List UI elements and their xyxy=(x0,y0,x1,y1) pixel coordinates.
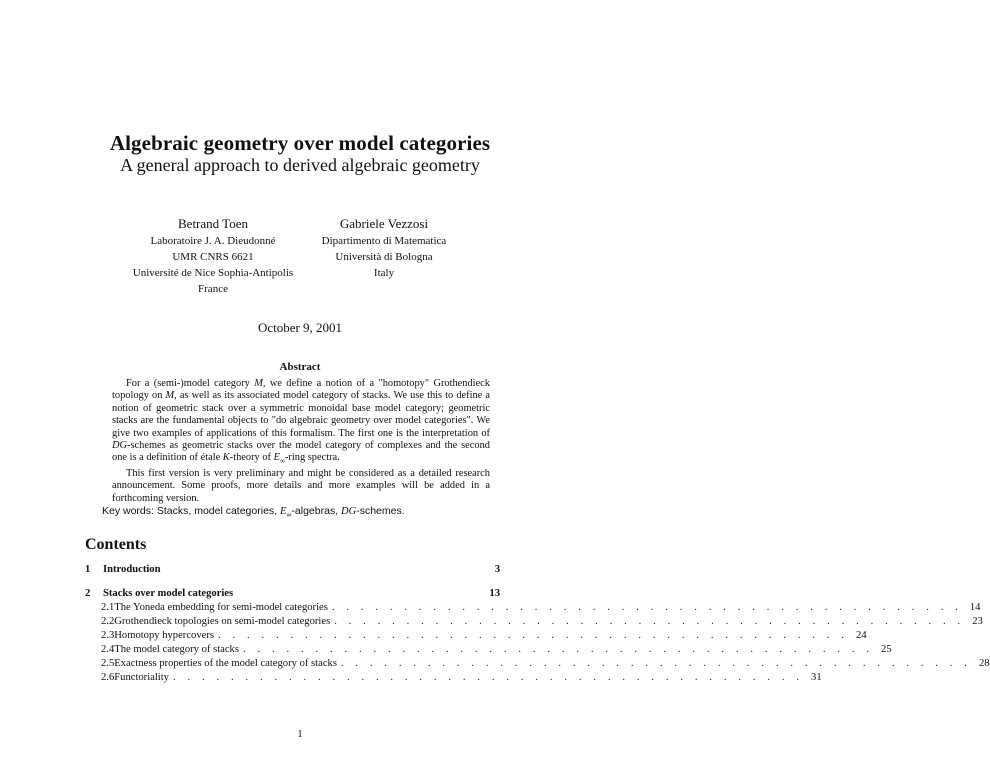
toc-entry-homotopy-hypercovers[interactable]: 2.3 Homotopy hypercovers . . . . . . . . . . . . . . . . . . . . . . . . . . . . . . . . . . . . . . . . . . . . 24 xyxy=(101,630,867,641)
abstract-paragraph: For a (semi-)model category M, we define a notion of a "homotopy" Grothendieck topology on M, as well as its associated model category of stacks. We use this to define a notion of geometric stack over a symmetric monoidal base model category; geometric stacks are the fundamental objects to "do algebraic geometry over model categories". We give two examples of applications of this formalism. The first one is the interpretation of DG-schemes as geometric stacks over the model category of complexes and the second one is a definition of étale K-theory of $E_\infty$-ring spectra. xyxy=(112,378,490,466)
toc-entry-exactness-properties[interactable]: 2.5 Exactness properties of the model category of stacks . . . . . . . . . . . . . . . . . . . . . . . . . . . . . . . . . . . . . . . . . . . . 28 xyxy=(101,658,990,669)
abstract-heading: Abstract xyxy=(279,361,321,373)
toc-entry-stacks-over-model-categories[interactable]: 2 Stacks over model categories 13 xyxy=(85,588,500,599)
author-affiliation-line: France xyxy=(198,283,228,295)
contents-heading: Contents xyxy=(85,536,147,553)
author-block-vezzosi xyxy=(318,215,450,281)
author-affiliation-line: Université de Nice Sophia-Antipolis xyxy=(132,267,294,279)
paper-subtitle: A general approach to derived algebraic geometry xyxy=(120,155,480,175)
author-affiliation-line: Italy xyxy=(373,267,395,279)
author-affiliation-line: Università di Bologna xyxy=(335,251,433,263)
author-affiliation-line: Laboratoire J. A. Dieudonné xyxy=(150,235,276,247)
page-number: 1 xyxy=(297,728,303,740)
toc-entry-model-category-of-stacks[interactable]: 2.4 The model category of stacks . . . . . . . . . . . . . . . . . . . . . . . . . . . . . . . . . . . . . . . . . . . . 25 xyxy=(101,644,892,655)
toc-entry-functoriality[interactable]: 2.6 Functoriality . . . . . . . . . . . . . . . . . . . . . . . . . . . . . . . . . . . . . . . . . . . . 31 xyxy=(101,672,822,683)
author-affiliation-line: Dipartimento di Matematica xyxy=(321,235,447,247)
toc-entry-introduction[interactable]: 1 Introduction 3 xyxy=(85,564,500,575)
abstract-paragraph: This first version is very preliminary and might be considered as a detailed research announcement. Some proofs, more details and more examples will be added in a forthcoming version. xyxy=(112,467,490,504)
author-affiliation-line: UMR CNRS 6621 xyxy=(172,251,254,263)
paper-date: October 9, 2001 xyxy=(257,320,343,335)
paper-title: Algebraic geometry over model categories xyxy=(109,131,491,155)
toc-entry-yoneda-embedding[interactable]: 2.1 The Yoneda embedding for semi-model categories . . . . . . . . . . . . . . . . . . . . . . . . . . . . . . . . . . . . . . . . . . . . 14 xyxy=(101,602,981,613)
author-name: Gabriele Vezzosi xyxy=(339,216,429,231)
toc-entry-grothendieck-topologies[interactable]: 2.2 Grothendieck topologies on semi-model categories . . . . . . . . . . . . . . . . . . . . . . . . . . . . . . . . . . . . . . . . . . . . 23 xyxy=(101,616,983,627)
author-name: Betrand Toen xyxy=(178,216,248,231)
author-block-toen xyxy=(128,215,298,297)
abstract-body xyxy=(112,378,490,505)
keywords-line: Key words: Stacks, model categories, $E_\infty$-algebras, DG-schemes. xyxy=(102,505,405,520)
